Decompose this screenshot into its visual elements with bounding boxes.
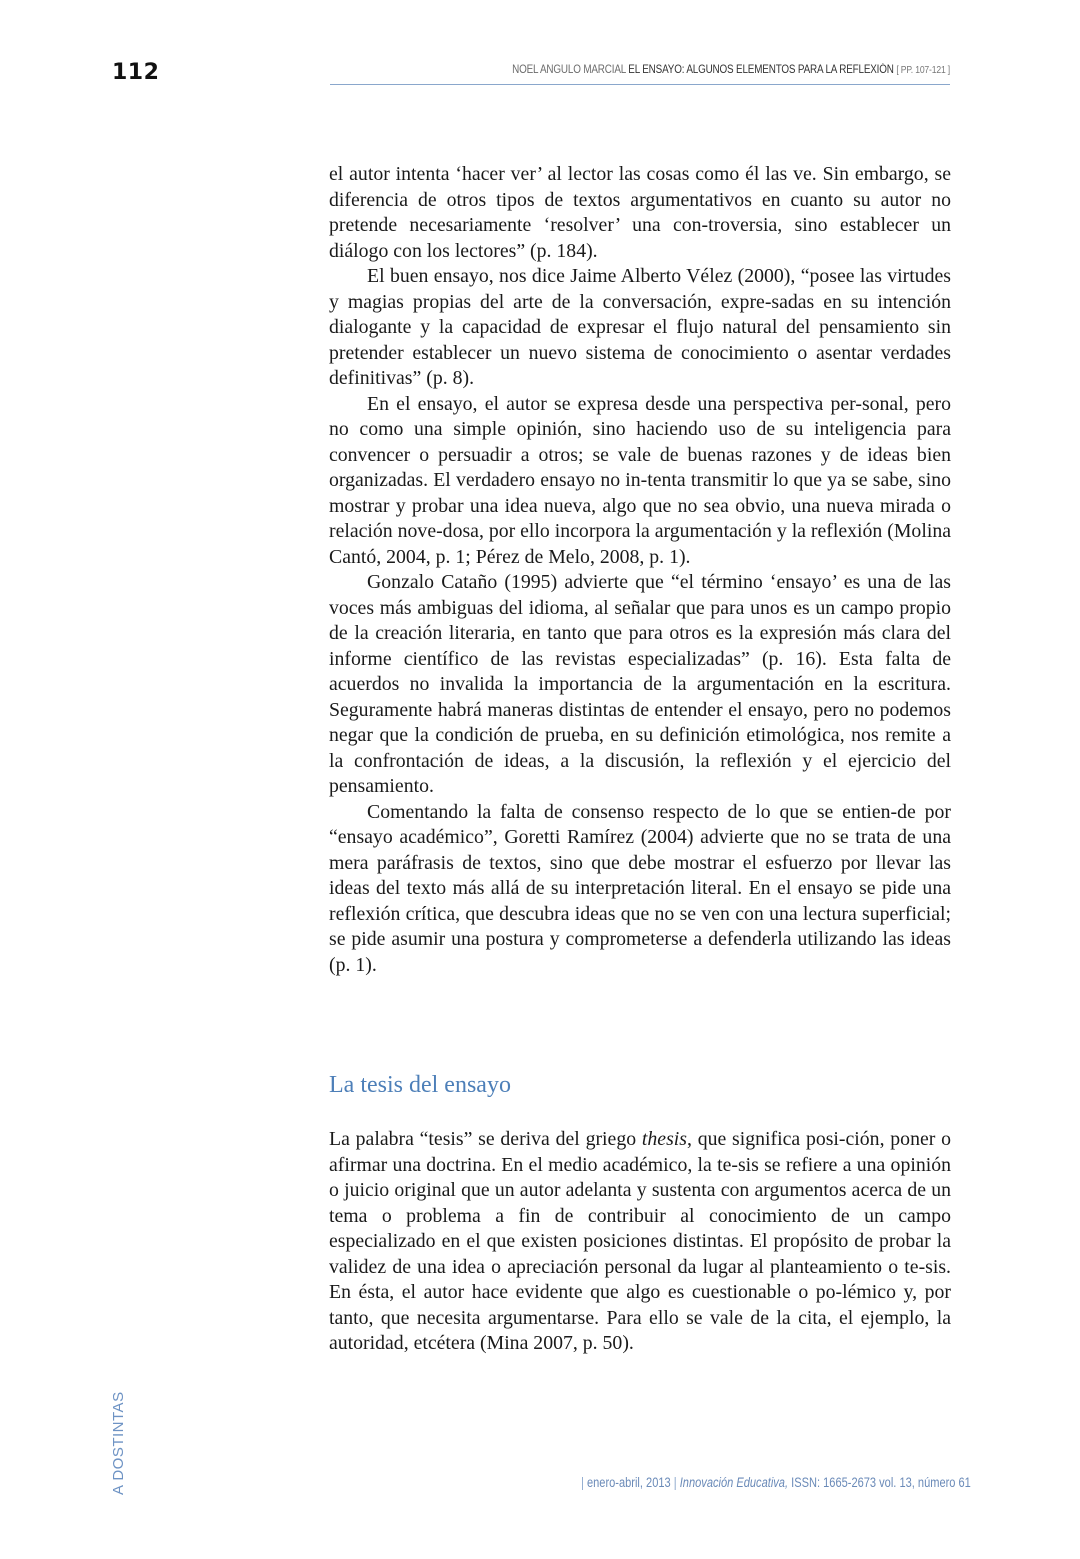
paragraph [329,1127,951,1357]
section-heading: La tesis del ensayo [329,1072,511,1098]
footer [581,1475,971,1490]
footer-separator: | [673,1475,677,1490]
paragraph-text: , que significa posi-ción, poner o afirmar una doctrina. En el medio académico, la te-sis se refiere a una opinión o juicio original que un autor adelanta y sustenta con argumentos acerca de un tema o problema a fin de contribuir al conocimiento de un campo especializado en el que existen posiciones distintas. El propósito de probar la validez de una idea o apreciación personal da lugar al planteamiento o te-sis. En ésta, el autor hace evidente que algo es cuestionable o po-lémico y, por tanto, que necesita argumentarse. Para ello se vale de la cita, el ejemplo, la autoridad, etcétera (Mina 2007, p. 50). [329,1128,952,1354]
body-text [329,162,951,978]
side-label: A DOSTINTAS [110,1391,127,1495]
paragraph: Gonzalo Cataño (1995) advierte que “el término ‘ensayo’ es una de las voces más ambiguas del idioma, al señalar que para unos es un campo propio de la creación literaria, en tanto que para otros es la expresión más clara del informe científico de las revistas especializadas” (p. 16). Esta falta de acuerdos no invalida la importancia de la argumentación en la escritura. Seguramente habrá maneras distintas de entender el ensayo, pero no podemos negar que la condición de prueba, en su definición etimológica, nos remite a la confrontación de ideas, a la discusión, la reflexión y el ejercicio del pensamiento. [329,571,951,797]
running-head-pages: [ PP. 107-121 ] [896,65,950,76]
paragraph: El buen ensayo, nos dice Jaime Alberto Vélez (2000), “posee las virtudes y magias propias del arte de la conversación, expre-sadas en su intención dialogante y la capacidad de expresar el flujo natural del pensamiento sin pretender establecer un nuevo sistema de conocimiento o asentar verdades definitivas” (p. 8). [329,265,951,389]
paragraph: En el ensayo, el autor se expresa desde una perspectiva per-sonal, pero no como una simple opinión, sino haciendo uso de su inteligencia para convencer o persuadir a otros; se vale de buenas razones y de ideas bien organizadas. El verdadero ensayo no in-tenta transmitir lo que ya se sabe, sino mostrar y probar una idea nueva, algo que no sea obvio, una nueva mirada o relación nove-dosa, por ello incorpora la argumentación y la reflexión (Molina Cantó, 2004, p. 1; Pérez de Melo, 2008, p. 1). [329,392,951,568]
italic-term: thesis [641,1128,687,1150]
page-number: 112 [112,60,160,85]
footer-separator: | [581,1475,584,1490]
running-head-title: EL ENSAYO: ALGUNOS ELEMENTOS PARA LA REFLEXIÓN [628,64,894,76]
footer-date: enero-abril, 2013 [586,1475,671,1490]
paragraph: el autor intenta ‘hacer ver’ al lector las cosas como él las ve. Sin embargo, se diferencia de otros tipos de textos argumentativos en cuanto su autor no pretende necesariamente ‘resolver’ una con-troversia, sino establecer un diálogo con los lectores” (p. 184). [329,163,951,262]
running-head [417,64,950,76]
header-rule [330,84,950,85]
running-head-author: NOEL ANGULO MARCIAL [512,64,626,76]
paragraph-text: La palabra “tesis” se deriva del griego [329,1128,642,1150]
section-body-text [329,1127,951,1357]
paragraph: Comentando la falta de consenso respecto de lo que se entien-de por “ensayo académico”, Goretti Ramírez (2004) advierte que no se trata de una mera paráfrasis de textos, sino que debe mostrar el esfuerzo por llevar las ideas del texto más allá de su interpretación literal. En el ensayo se pide una reflexión crítica, que descubra ideas que no se ven con una lectura superficial; se pide asumir una postura y comprometerse a defenderla utilizando las ideas (p. 1). [329,800,951,976]
footer-journal: Innovación Educativa, [679,1475,789,1490]
footer-issn: ISSN: 1665-2673 vol. 13, número 61 [791,1475,971,1490]
